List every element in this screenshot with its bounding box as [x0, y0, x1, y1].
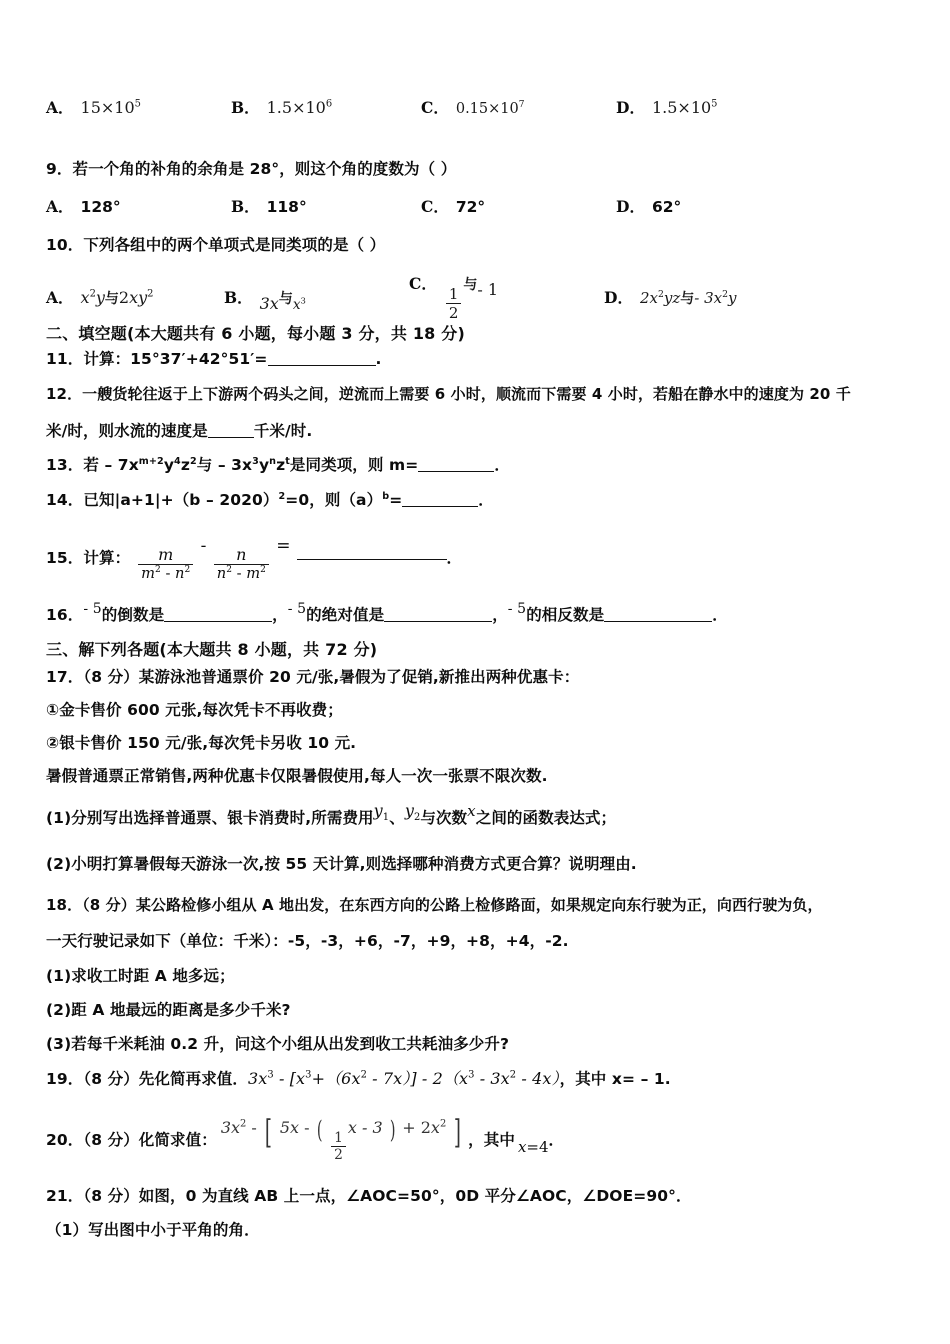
question-21-sub-1: （1）写出图中小于平角的角．	[46, 1221, 260, 1239]
fraction-1-denominator	[138, 564, 193, 582]
monomial-right: - 3x	[694, 288, 723, 307]
fraction-numerator: 1	[448, 284, 459, 303]
question-15-expression	[136, 536, 290, 582]
question-13-suffix: ．	[494, 456, 510, 474]
option-a-value	[81, 288, 154, 308]
den-n-exp: 2	[184, 565, 191, 576]
option-a[interactable]	[46, 286, 224, 308]
answer-blank-absolute[interactable]	[384, 621, 492, 622]
fraction-2	[214, 545, 269, 582]
option-c-value	[456, 101, 525, 117]
option-a-key: A．	[46, 287, 74, 307]
option-d-key: D．	[604, 287, 633, 307]
x-variable: x	[517, 1137, 527, 1156]
monomial-left: 3x	[259, 293, 279, 313]
question-18-line-2: 一天行驶记录如下（单位：千米）：-5，-3，+6，-7，+9，+8，+4，-2.	[46, 932, 569, 950]
option-b-key: B．	[231, 197, 260, 216]
expr-x2-exp: 2	[439, 1118, 447, 1130]
option-a[interactable]	[46, 96, 231, 118]
numerator-n: n	[236, 545, 247, 565]
option-a-ten: 10	[114, 98, 135, 117]
term-1-exp: 3	[267, 1069, 274, 1081]
yu-character: 与	[104, 290, 119, 307]
variable-y1	[373, 801, 390, 824]
monomial-right-coef: 2	[118, 287, 130, 307]
answer-blank[interactable]	[208, 437, 254, 438]
monomial-right: x	[292, 296, 301, 313]
option-a-key: A．	[46, 197, 74, 216]
y2-subscript: 2	[413, 812, 421, 824]
option-a-key: A．	[46, 98, 74, 117]
question-14	[46, 491, 494, 510]
question-19-expression	[248, 1069, 560, 1088]
answer-blank[interactable]	[297, 559, 447, 560]
question-16-number: 16．	[46, 606, 84, 624]
monomial-right-xy: xy	[129, 287, 148, 307]
expr-x-minus-3: x - 3	[347, 1118, 383, 1137]
den-m-exp: 2	[155, 565, 161, 576]
question-20	[46, 1112, 565, 1164]
option-b-base: 1.5	[266, 98, 293, 117]
monomial-right: - 1	[477, 280, 499, 299]
times-symbol: ×	[488, 101, 501, 117]
term-3-exp: 2	[360, 1069, 367, 1081]
option-d-value	[652, 98, 718, 117]
question-18-sub-2: (2)距 A 地最远的距离是多少千米?	[46, 1001, 291, 1019]
question-9-options	[46, 195, 904, 217]
option-a-value	[81, 98, 141, 117]
monomial-right-exp: 2	[147, 288, 154, 300]
question-20-tail: ，其中	[468, 1130, 515, 1149]
question-20-expression: $3x^2$ - [ 5x - ( $\frac{1}{2}$ x - 3 ) + $2x^2$ ]	[220, 1112, 462, 1164]
question-15	[46, 536, 462, 582]
question-13	[46, 456, 510, 475]
question-21-stem: 21．（8 分）如图，0 为直线 AB 上一点，∠AOC=50°，0D 平分∠AOC，∠DOE=90°．	[46, 1187, 692, 1205]
sub-1-text-a: (1)分别写出选择普通票、银卡消费时,所需费用	[46, 809, 374, 827]
period-end: ．	[712, 606, 728, 624]
option-b[interactable]	[224, 286, 409, 313]
comma-1: ，	[272, 606, 288, 624]
term-5-exp: 2	[509, 1069, 517, 1081]
opposite-label: 的相反数是	[526, 606, 605, 624]
question-18-sub-3: (3)若每千米耗油 0.2 升，问这个小组从出发到收工共耗油多少升?	[46, 1035, 510, 1053]
minus-2: -	[304, 1118, 310, 1137]
question-9-stem: 9．若一个角的补角的余角是 28°，则这个角的度数为（ ）	[46, 160, 457, 178]
option-a-exponent: 5	[134, 98, 141, 110]
exponent-4: 4	[174, 455, 181, 467]
question-14-mid: =0，则（a）	[285, 491, 383, 509]
option-d-value: 62°	[651, 198, 682, 216]
question-11	[46, 350, 382, 369]
den-minus-2: -	[236, 565, 242, 583]
fraction-one-half	[446, 285, 462, 322]
question-19-prefix: 19．（8 分）先化简再求值．	[46, 1070, 249, 1088]
reciprocal-label: 的倒数是	[101, 606, 165, 624]
question-17-stem: 17．（8 分）某游泳池普通票价 20 元/张,暑假为了促销,新推出两种优惠卡：	[46, 668, 580, 686]
comma-2: ，	[492, 606, 508, 624]
question-13-tail: 是同类项，则 m=	[289, 456, 419, 474]
question-19-tail: ，其中 x= – 1.	[559, 1070, 671, 1088]
answer-blank-opposite[interactable]	[604, 621, 712, 622]
option-d-exponent: 5	[711, 98, 718, 110]
option-b-value: 118°	[266, 198, 307, 216]
option-d-key: D．	[616, 197, 645, 216]
option-b-exponent: 6	[325, 98, 333, 110]
question-20-prefix: 20．（8 分）化简求值：	[46, 1130, 217, 1149]
answer-blank[interactable]	[418, 471, 494, 472]
fraction-2-denominator	[214, 564, 269, 582]
yu-character: 与	[680, 290, 695, 307]
numerator-m: m	[158, 545, 174, 565]
variable-y2	[404, 801, 421, 824]
answer-blank[interactable]	[402, 506, 478, 507]
option-b-key: B．	[231, 98, 260, 117]
monomial-left-x: x	[80, 287, 90, 307]
option-d-value	[640, 288, 737, 308]
question-17-sub-2: (2)小明打算暑假每天游泳一次,按 55 天计算,则选择哪种消费方式更合算？说明理由.	[46, 855, 637, 873]
negative-five-3: - 5	[507, 601, 527, 617]
term-6: - 4x）	[516, 1069, 560, 1088]
option-c[interactable]	[409, 272, 604, 322]
minus-sign: -	[200, 536, 207, 556]
variable-x: x	[467, 802, 476, 820]
question-12-line-2	[46, 422, 312, 441]
monomial-right-rest: y	[728, 288, 737, 307]
absolute-value-label: 的绝对值是	[306, 606, 385, 624]
negative-five-2: - 5	[287, 601, 307, 617]
monomial-left-exp: 2	[657, 288, 664, 300]
section-3-heading: 三、解下列各题(本大题共 8 小题，共 72 分)	[46, 640, 378, 659]
option-b-key: B．	[224, 287, 253, 307]
expr-x2: x	[430, 1118, 440, 1137]
separator: 、	[389, 809, 405, 827]
yu-character: 与	[278, 290, 293, 307]
den-m: m	[141, 565, 156, 583]
term-4-exp: 3	[468, 1069, 475, 1081]
option-c-key: C．	[421, 197, 449, 216]
exponent-2: 2	[278, 490, 286, 502]
question-18-sub-1: (1)求收工时距 A 地多远；	[46, 967, 235, 985]
answer-blank[interactable]	[268, 365, 376, 366]
option-d[interactable]	[604, 286, 799, 308]
option-d-ten: 10	[690, 98, 712, 117]
question-13-prefix: 13．若 – 7x	[46, 456, 139, 474]
negative-five-1: - 5	[83, 601, 102, 617]
exponent-3: 3	[252, 455, 259, 467]
option-c[interactable]	[421, 195, 616, 217]
equals-sign: =	[389, 491, 403, 509]
y1-subscript: 1	[382, 812, 390, 824]
option-c-key: C．	[421, 98, 449, 117]
fraction-2-numerator	[233, 545, 249, 564]
den-n: n	[175, 565, 185, 583]
times-symbol: ×	[292, 98, 306, 117]
yu-character: 与	[463, 277, 478, 293]
option-d[interactable]	[616, 195, 806, 217]
den-n2-exp: 2	[226, 565, 232, 576]
question-17-note: 暑假普通票正常销售,两种优惠卡仅限暑假使用,每人一次一张票不限次数.	[46, 767, 548, 785]
question-12-line-1: 12．一艘货轮往返于上下游两个码头之间，逆流而上需要 6 小时，顺流而下需要 4 小时，若船在静水中的速度为 20 千	[46, 385, 851, 403]
fraction-denominator: 2	[446, 303, 462, 322]
y1-base: y	[373, 801, 383, 820]
question-15-label: 15．计算：	[46, 549, 131, 568]
x-value	[518, 1138, 549, 1156]
term-2-exp: 3	[305, 1069, 312, 1081]
exponent-n: n	[269, 455, 277, 467]
frac-num: 1	[334, 1130, 343, 1147]
monomial-left-y: y	[95, 287, 105, 307]
variable-z: z	[180, 456, 190, 474]
option-b-ten: 10	[305, 98, 326, 117]
equals-sign: =	[276, 536, 291, 556]
option-b[interactable]	[231, 195, 421, 217]
expr-3x-exp: 2	[240, 1118, 247, 1130]
option-a[interactable]	[46, 195, 231, 217]
exponent-m-plus-2: m+2	[138, 455, 164, 467]
option-c-exponent: 7	[518, 100, 525, 111]
question-14-suffix: ．	[478, 491, 494, 509]
term-4: - 7x）] - 2（x	[367, 1069, 469, 1088]
option-c-ten: 10	[500, 101, 519, 117]
option-a-value: 128°	[80, 198, 121, 216]
plus-2: + 2	[402, 1118, 431, 1137]
question-10-stem: 10．下列各组中的两个单项式是同类项的是（ ）	[46, 236, 386, 254]
question-11-suffix: .	[375, 350, 382, 368]
question-17-sub-1	[46, 801, 617, 828]
option-d-key: D．	[616, 98, 645, 117]
y2-base: y	[404, 801, 414, 820]
option-c-base: 0.15	[455, 101, 489, 117]
variable-y2: y	[258, 456, 270, 474]
monomial-left-exp: 2	[89, 288, 96, 300]
monomial-right-exp: 2	[722, 288, 729, 300]
option-b-value	[259, 288, 306, 313]
option-b[interactable]	[231, 96, 421, 118]
x-equals-4: =4	[526, 1137, 549, 1156]
question-19	[46, 1069, 671, 1089]
option-c-value	[444, 274, 498, 322]
times-symbol: ×	[677, 98, 691, 117]
times-symbol: ×	[100, 98, 115, 117]
den-m2-exp: 2	[260, 565, 266, 576]
option-c-value: 72°	[455, 198, 486, 216]
fraction-one-half	[331, 1130, 346, 1163]
exponent-t: t	[285, 455, 290, 467]
yu-and-second-term: 与 – 3x	[196, 456, 253, 474]
answer-blank-reciprocal[interactable]	[164, 621, 272, 622]
question-14-prefix: 14．已知|a+1|+（b – 2020）	[46, 491, 279, 509]
den-n2: n	[216, 565, 227, 583]
term-3: +（6x	[311, 1069, 361, 1088]
variable-y: y	[163, 456, 175, 474]
fraction-1-numerator	[155, 545, 176, 564]
fraction-1	[138, 545, 193, 582]
sub-1-text-c: 之间的函数表达式；	[475, 809, 617, 827]
exponent-b: b	[382, 490, 390, 502]
option-a-base: 15	[80, 98, 101, 117]
question-20-period: ．	[548, 1130, 565, 1149]
question-18-line-1: 18．（8 分）某公路检修小组从 A 地出发，在东西方向的公路上检修路面，如果规定向东行驶为正，向西行驶为负，	[46, 896, 823, 914]
frac-den: 2	[331, 1146, 346, 1163]
option-c[interactable]	[421, 96, 616, 118]
expr-3x: 3x	[220, 1118, 241, 1137]
den-m2: m	[246, 565, 261, 583]
question-8-options	[46, 96, 904, 118]
monomial-right-exp: 3	[300, 295, 306, 306]
question-10-options	[46, 272, 904, 322]
den-minus: -	[165, 565, 171, 583]
term-1: 3x	[248, 1069, 268, 1088]
exponent-2: 2	[189, 455, 197, 467]
question-12-line-2-prefix: 米/时，则水流的速度是	[46, 422, 208, 440]
variable-z2: z	[276, 456, 286, 474]
minus-1: -	[251, 1118, 257, 1137]
question-17-item-2: ②银卡售价 150 元/张,每次凭卡另收 10 元.	[46, 734, 357, 752]
option-c-key: C．	[409, 274, 437, 293]
question-16	[46, 601, 728, 626]
monomial-left: 2x	[639, 288, 658, 307]
expr-5x: 5x	[279, 1118, 300, 1137]
option-b-value	[267, 98, 333, 117]
question-12-line-2-suffix: 千米/时.	[253, 422, 313, 440]
monomial-left-rest: yz	[663, 288, 681, 307]
question-17-item-1: ①金卡售价 600 元张,每次凭卡不再收费；	[46, 701, 343, 719]
section-2-heading: 二、填空题(本大题共有 6 小题，每小题 3 分，共 18 分)	[46, 324, 465, 343]
question-15-suffix: ．	[446, 549, 463, 568]
option-d[interactable]	[616, 96, 806, 118]
term-5: - 3x	[474, 1069, 510, 1088]
question-11-prefix: 11．计算：15°37′+42°51′=	[46, 350, 268, 368]
term-2: - [x	[273, 1069, 306, 1088]
sub-1-text-b: 与次数	[420, 809, 468, 827]
option-d-base: 1.5	[651, 98, 678, 117]
